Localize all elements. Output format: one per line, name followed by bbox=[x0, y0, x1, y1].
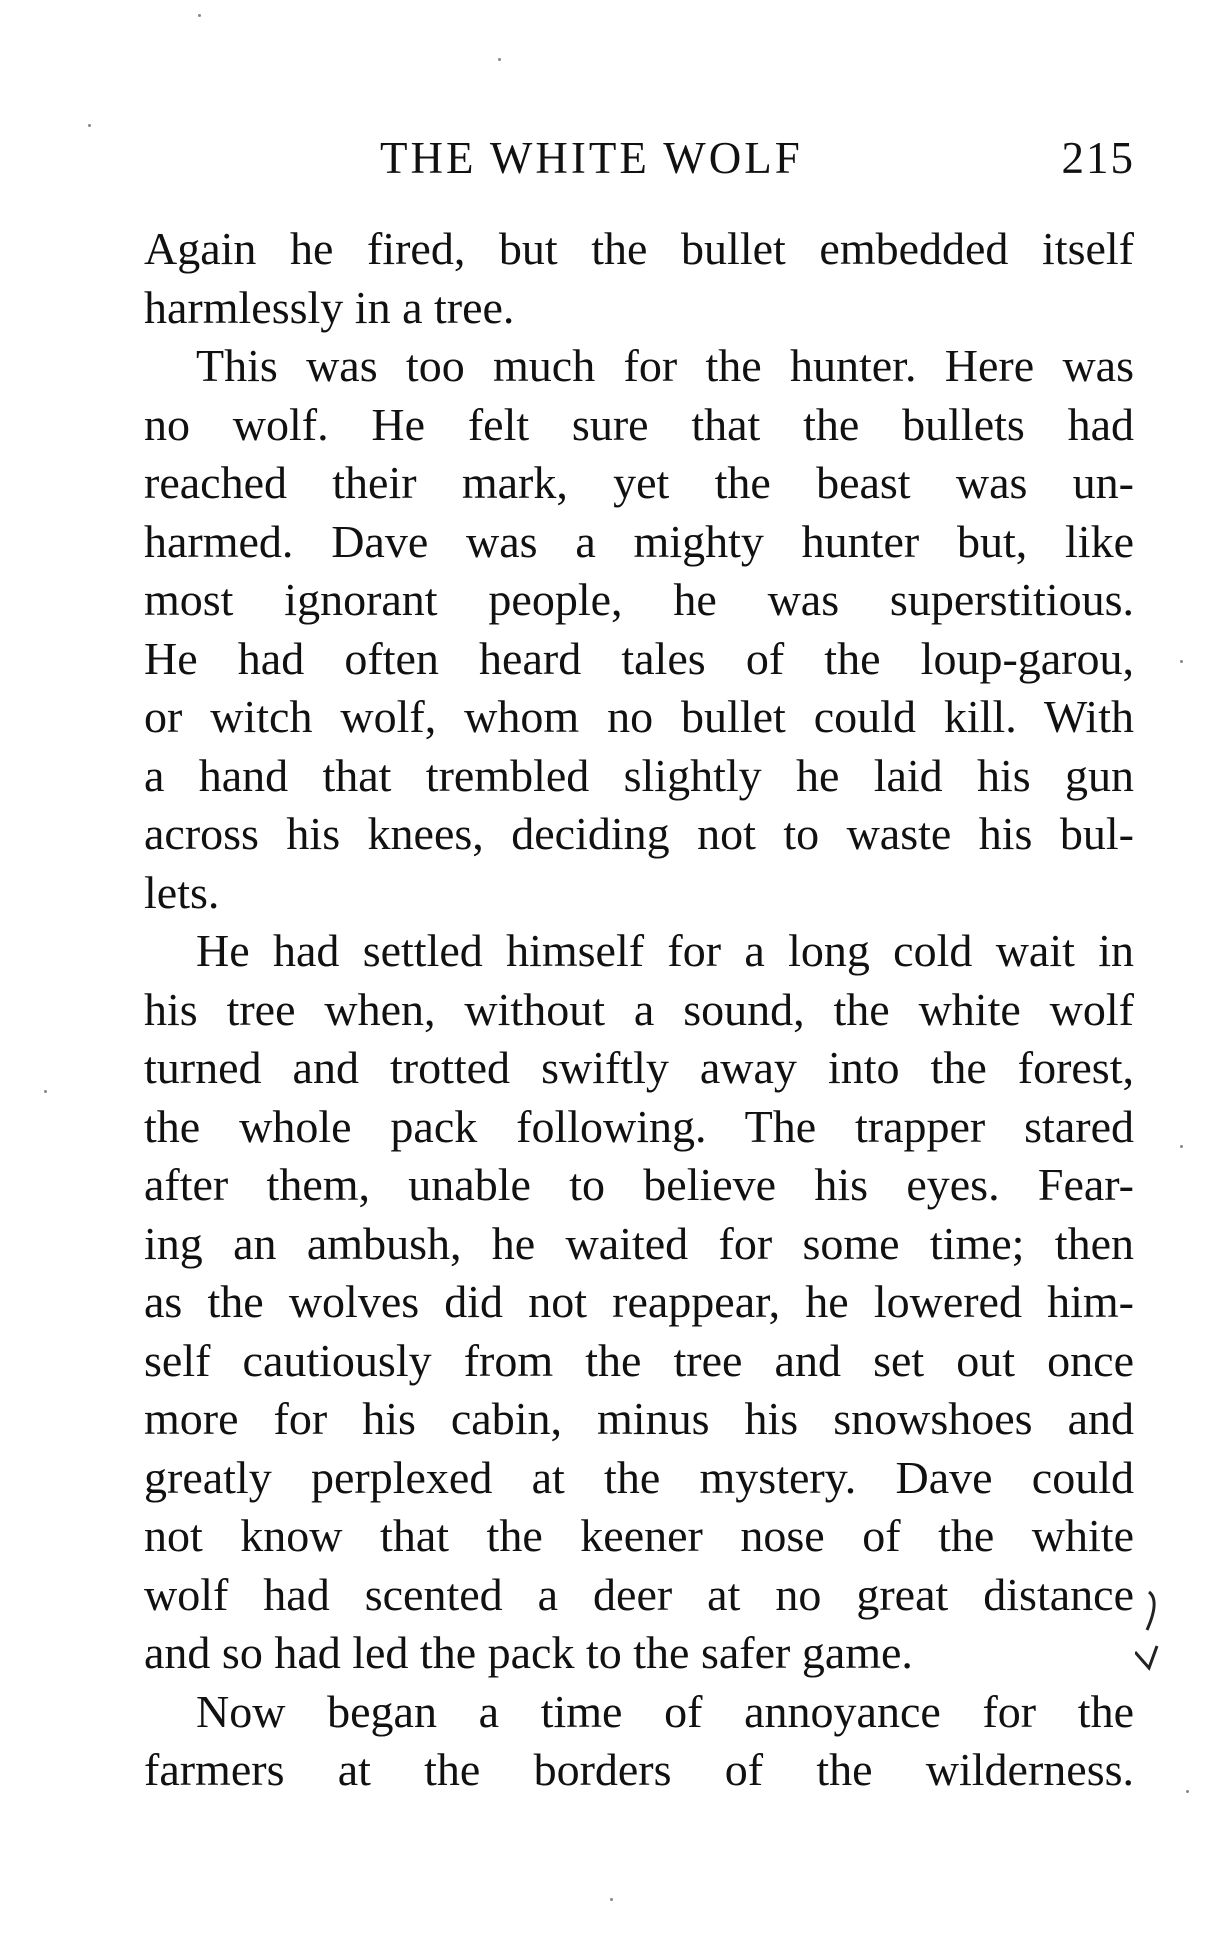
running-title: THE WHITE WOLF bbox=[380, 133, 803, 183]
paper-speck bbox=[498, 58, 501, 61]
text-line: and so had led the pack to the safer game. bbox=[144, 1627, 913, 1678]
text-line: not know that the keener nose of the white bbox=[144, 1510, 1134, 1561]
text-line: most ignorant people, he was superstitious. bbox=[144, 574, 1134, 625]
text-line: He had often heard tales of the loup-garou, bbox=[144, 632, 1134, 684]
body-text bbox=[144, 220, 1134, 1800]
text-line: greatly perplexed at the mystery. Dave could bbox=[144, 1451, 1134, 1503]
paper-speck bbox=[1180, 660, 1183, 663]
paper-speck bbox=[610, 1898, 613, 1901]
page-number: 215 bbox=[1061, 133, 1135, 183]
text-line: more for his cabin, minus his snowshoes and bbox=[144, 1393, 1134, 1444]
text-line: harmlessly in a tree. bbox=[144, 281, 515, 333]
text-line: farmers at the borders of the wilderness. bbox=[144, 1744, 1134, 1795]
text-line: no wolf. He felt sure that the bullets had bbox=[144, 398, 1134, 450]
text-line: ing an ambush, he waited for some time; then bbox=[144, 1217, 1134, 1269]
text-line: Again he fired, but the bullet embedded itself bbox=[144, 223, 1134, 274]
text-line: or witch wolf, whom no bullet could kill. With bbox=[144, 691, 1134, 742]
text-line: wolf had scented a deer at no great distance bbox=[144, 1568, 1134, 1620]
text-line: as the wolves did not reappear, he lowered him- bbox=[144, 1276, 1134, 1327]
paper-speck bbox=[88, 124, 91, 127]
text-line: his tree when, without a sound, the white wolf bbox=[144, 983, 1134, 1035]
paper-speck bbox=[44, 1090, 47, 1093]
text-line: lets. bbox=[144, 866, 220, 918]
text-line: harmed. Dave was a mighty hunter but, like bbox=[144, 515, 1134, 567]
text-line: Now began a time of annoyance for the bbox=[196, 1685, 1134, 1737]
text-line: reached their mark, yet the beast was un- bbox=[144, 457, 1134, 508]
text-line: He had settled himself for a long cold wait in bbox=[196, 925, 1134, 976]
text-line: across his knees, deciding not to waste his bul- bbox=[144, 808, 1134, 859]
text-line: a hand that trembled slightly he laid his gun bbox=[144, 749, 1134, 801]
text-line: after them, unable to believe his eyes. Fear- bbox=[144, 1159, 1134, 1210]
text-line: This was too much for the hunter. Here was bbox=[196, 340, 1134, 391]
text-line: the whole pack following. The trapper stared bbox=[144, 1100, 1134, 1152]
paper-speck bbox=[198, 14, 201, 17]
paper-speck bbox=[1180, 1145, 1183, 1148]
paper-speck bbox=[1186, 1790, 1189, 1793]
text-line: turned and trotted swiftly away into the forest, bbox=[144, 1042, 1134, 1093]
handwritten-margin-mark bbox=[1135, 1590, 1175, 1680]
text-line: self cautiously from the tree and set out once bbox=[144, 1334, 1134, 1386]
running-head bbox=[380, 132, 1135, 188]
